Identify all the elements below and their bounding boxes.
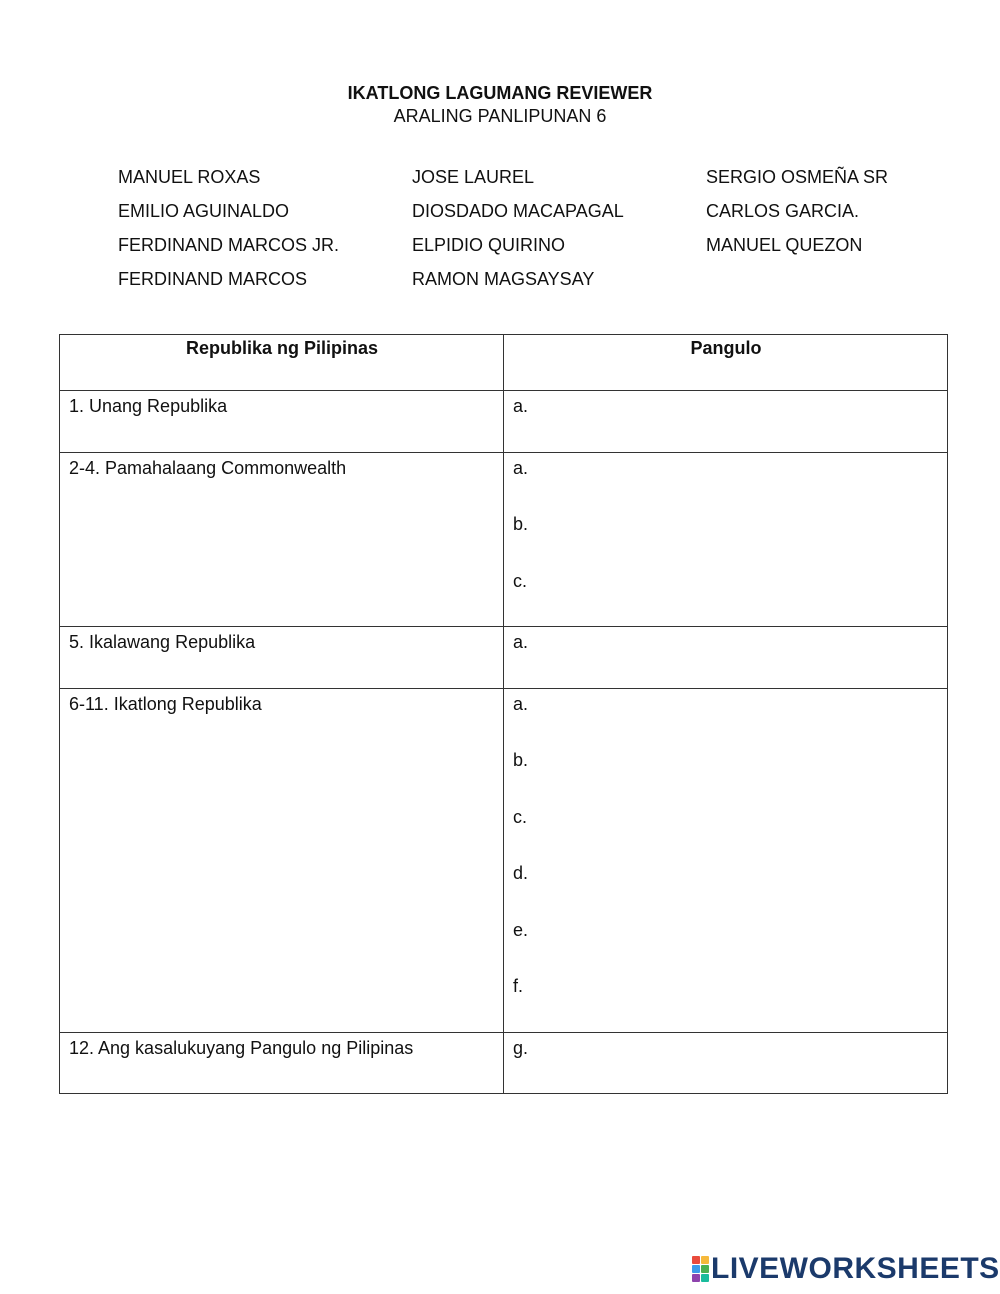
answer-cell[interactable] (504, 627, 948, 689)
table-row (60, 452, 948, 627)
answer-slot[interactable]: c. (513, 806, 528, 827)
liveworksheets-mark-icon (692, 1256, 708, 1282)
word-bank-item: SERGIO OSMEÑA SR (706, 167, 889, 187)
answer-slot[interactable]: g. (513, 1037, 529, 1058)
word-bank-item: MANUEL QUEZON (706, 235, 863, 255)
column-header-republika: Republika ng Pilipinas (60, 335, 504, 391)
answer-slot[interactable]: a. (513, 396, 529, 416)
table-row (60, 1032, 948, 1094)
word-bank-item: FERDINAND MARCOS JR. (118, 235, 340, 255)
row-label: 5. Ikalawang Republika (60, 627, 504, 689)
word-bank-item: DIOSDADO MACAPAGAL (412, 201, 624, 221)
row-label: 1. Unang Republika (60, 391, 504, 453)
logo-square (701, 1274, 709, 1282)
answer-slot[interactable]: e. (513, 919, 529, 940)
answer-slot[interactable]: d. (513, 863, 529, 883)
answer-cell[interactable] (504, 452, 948, 627)
page-subtitle: ARALING PANLIPUNAN 6 (393, 106, 607, 126)
answer-slot[interactable]: a. (513, 632, 529, 652)
word-bank-item: MANUEL ROXAS (118, 167, 261, 187)
row-label: 12. Ang kasalukuyang Pangulo ng Pilipinas (60, 1032, 504, 1094)
answer-slot[interactable]: a. (513, 693, 529, 714)
word-bank-item: FERDINAND MARCOS (118, 269, 308, 289)
answer-slot[interactable]: b. (513, 750, 529, 770)
answer-slot[interactable]: f. (513, 976, 524, 996)
liveworksheets-logo (692, 1252, 1000, 1286)
page-title: IKATLONG LAGUMANG REVIEWER (347, 83, 653, 103)
answer-table (59, 334, 948, 1094)
word-bank-item: JOSE LAUREL (412, 167, 535, 187)
logo-text: LIVEWORKSHEETS (711, 1252, 1000, 1285)
table-row (60, 627, 948, 689)
table-header-row (60, 335, 948, 391)
logo-square (692, 1256, 700, 1264)
row-label: 6-11. Ikatlong Republika (60, 688, 504, 1032)
answer-cell[interactable] (504, 688, 948, 1032)
word-bank-item-empty (706, 268, 998, 302)
answer-cell[interactable] (504, 391, 948, 453)
word-bank-item: EMILIO AGUINALDO (118, 201, 290, 221)
table-row (60, 391, 948, 453)
logo-square (692, 1265, 700, 1273)
row-label: 2-4. Pamahalaang Commonwealth (60, 452, 504, 627)
answer-slot[interactable]: c. (513, 570, 528, 591)
word-bank-item: ELPIDIO QUIRINO (412, 235, 566, 255)
logo-square (701, 1256, 709, 1264)
logo-square (692, 1274, 700, 1282)
word-bank-item: CARLOS GARCIA. (706, 201, 860, 221)
word-bank (118, 166, 998, 302)
answer-slot[interactable]: b. (513, 514, 529, 534)
answer-cell[interactable] (504, 1032, 948, 1094)
word-bank-item: RAMON MAGSAYSAY (412, 269, 595, 289)
column-header-pangulo: Pangulo (504, 335, 948, 391)
logo-square (701, 1265, 709, 1273)
answer-slot[interactable]: a. (513, 457, 529, 478)
table-row (60, 688, 948, 1032)
